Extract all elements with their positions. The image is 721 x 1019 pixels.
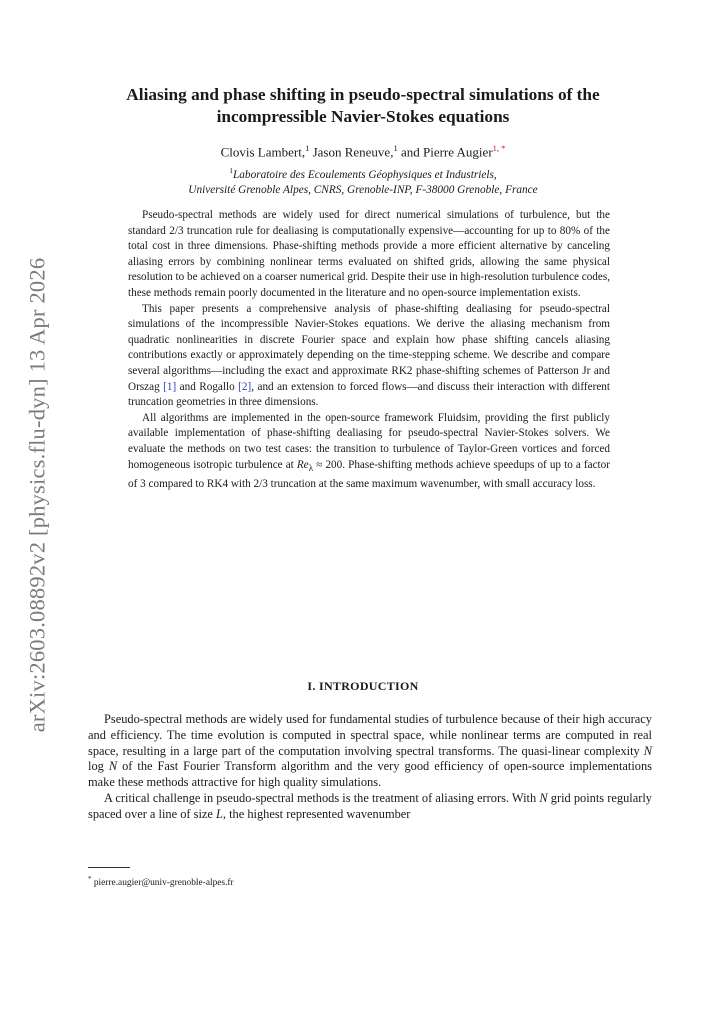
affiliation-lab: Laboratoire des Ecoulements Géophysiques et Industriels, bbox=[232, 168, 497, 181]
intro-paragraph-1 bbox=[88, 712, 652, 791]
author-2-affil: 1 bbox=[393, 143, 398, 153]
citation-link-1[interactable]: [1] bbox=[163, 380, 177, 393]
author-1-affil: 1 bbox=[305, 143, 310, 153]
paper-title bbox=[80, 84, 646, 128]
title-line-1: Aliasing and phase shifting in pseudo-spectral simulations of the bbox=[126, 85, 600, 104]
affiliation-line-1 bbox=[80, 166, 646, 181]
author-1: Clovis Lambert, bbox=[220, 144, 306, 160]
abstract-paragraph-3 bbox=[128, 411, 610, 493]
section-heading-introduction: I. INTRODUCTION bbox=[307, 679, 419, 693]
abstract-p2-text-b: and Rogallo bbox=[176, 380, 239, 393]
affiliation-line-2 bbox=[80, 184, 646, 196]
author-2: Jason Reneuve, bbox=[312, 144, 394, 160]
arxiv-id-text: arXiv:2603.08892v2 [physics.flu-dyn] 13 Apr 2026 bbox=[24, 257, 49, 733]
intro-p1-text-b: of the Fast Fourier Transform algorithm and the very good efficiency of open-source implementations make these methods attractive for high quality simulations. bbox=[88, 759, 652, 790]
author-list bbox=[80, 143, 646, 160]
intro-p2-text-a: A critical challenge in pseudo-spectral methods is the treatment of aliasing errors. With bbox=[104, 790, 540, 805]
arxiv-sidebar-identifier bbox=[22, 250, 52, 740]
abstract-p2-text-a: This paper presents a comprehensive analysis of phase-shifting dealiasing for pseudo-spectral simulations of the incompressible Navier-Stokes equations. We derive the aliasing mechanism from quadratic nonlinearities in discrete Fourier space and explain how phase shifting cancels aliasing contributions exactly or approximately depending on the time-stepping scheme. We describe and compare several algorithms—including the exact and approximate RK2 phase-shifting schemes of Patterson Jr and Orszag bbox=[128, 302, 610, 393]
abstract-p3-text-a: All algorithms are implemented in the open-source framework Fluidsim, providing the first publicly available implementation of phase-shifting dealiasing for pseudo-spectral Navier-Stokes solvers. We evaluate the methods on two test cases: the transition to turbulence of Taylor-Green vortices and forced homogeneous isotropic turbulence at bbox=[128, 411, 610, 471]
abstract-paragraph-1: Pseudo-spectral methods are widely used for direct numerical simulations of turbulence, but the standard 2/3 truncation rule for dealiasing is computationally expensive—accounting for up to 80% of the total cost in three dimensions. Phase-shifting methods provide a more efficient alternative by canceling aliasing errors by combining nonlinear terms evaluated on shifted grids, allowing the same physical resolution to be achieved on a coarser numerical grid. Despite their use in high-resolution turbulence codes, these methods remain poorly documented in the literature and no open-source implementation exists. bbox=[128, 209, 610, 299]
author-3-affil: 1, * bbox=[492, 143, 506, 153]
intro-p2-text-c: , the highest represented wavenumber bbox=[222, 806, 411, 821]
footnote-email: pierre.augier@univ-grenoble-alpes.fr bbox=[91, 878, 234, 889]
footnote bbox=[88, 875, 234, 888]
affiliation-institution: Université Grenoble Alpes, CNRS, Grenoble-INP, F-38000 Grenoble, France bbox=[188, 184, 538, 196]
introduction-body bbox=[88, 712, 652, 823]
footnote-divider bbox=[88, 867, 130, 868]
intro-paragraph-2 bbox=[88, 791, 652, 823]
abstract-paragraph-2 bbox=[128, 302, 610, 411]
reynolds-subscript: λ bbox=[308, 463, 314, 474]
footnote-marker: * bbox=[88, 875, 92, 883]
math-log: log bbox=[88, 759, 109, 774]
reynolds-symbol: Re bbox=[296, 458, 309, 471]
title-line-2: incompressible Navier-Stokes equations bbox=[216, 107, 510, 126]
math-n-2: N bbox=[108, 759, 118, 774]
affiliation-marker: 1 bbox=[229, 166, 233, 175]
intro-p1-text-a: Pseudo-spectral methods are widely used for fundamental studies of turbulence because of their high accuracy and efficiency. The time evolution is computed in spectral space, while nonlinear terms are computed in real space, resulting in a large part of the computation involving spectral transforms. The quasi-linear complexity bbox=[88, 712, 652, 758]
intro-p2-text-b: grid points regularly spaced over a line of size bbox=[88, 790, 652, 821]
abstract-p3-text-b: ≈ 200. Phase-shifting methods achieve speedups of up to a factor of 3 compared to RK4 with 2/3 truncation at the same maximum wavenumber, with small accuracy loss. bbox=[128, 458, 610, 491]
math-n: N bbox=[643, 743, 652, 758]
abstract-p2-text-c: , and an extension to forced flows—and discuss their interaction with different truncation geometries in three dimensions. bbox=[128, 380, 611, 409]
citation-link-2[interactable]: [2] bbox=[238, 380, 252, 393]
abstract bbox=[128, 208, 610, 493]
math-n-3: N bbox=[539, 790, 548, 805]
author-3: and Pierre Augier bbox=[400, 144, 493, 160]
math-l: L bbox=[215, 806, 223, 821]
